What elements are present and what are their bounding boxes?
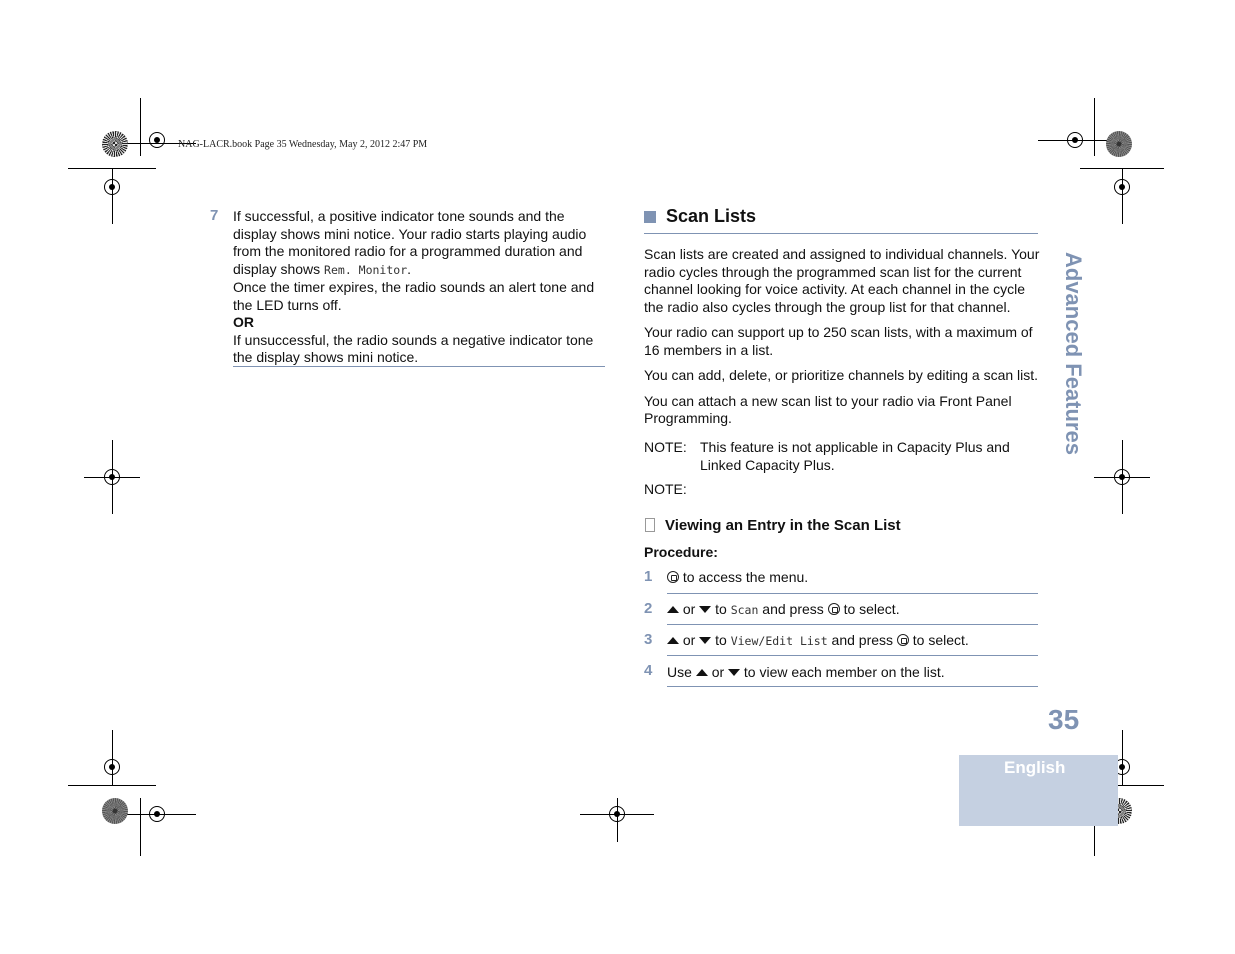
text-line: 16 members in a list.	[644, 341, 774, 358]
page-icon	[645, 518, 655, 532]
text-line: Programming.	[644, 410, 732, 426]
step-text: to	[715, 632, 727, 648]
text-line: the display shows mini notice.	[233, 349, 419, 365]
chapter-side-title: Advanced Features	[1061, 252, 1086, 455]
menu-ok-button-icon	[897, 634, 909, 646]
text-line: Your radio can support up to 250 scan lists, with a maximum of	[644, 324, 1033, 340]
up-arrow-icon	[667, 606, 679, 613]
step-text: or	[711, 664, 725, 680]
step-number: 7	[210, 207, 219, 224]
step-number: 2	[644, 600, 653, 617]
menu-ok-button-icon	[828, 603, 840, 615]
step-text: or	[682, 632, 696, 648]
note-text	[700, 439, 1040, 474]
text-line	[233, 261, 605, 280]
step-text: to	[715, 601, 727, 617]
down-arrow-icon	[728, 669, 740, 676]
book-header: NAG-LACR.book Page 35 Wednesday, May 2, 2012 2:47 PM	[178, 139, 428, 150]
language-label: English	[1004, 758, 1066, 777]
text-line: You can add, delete, or prioritize channels by editing a scan list.	[644, 367, 1039, 383]
menu-ok-button-icon	[667, 571, 679, 583]
divider	[233, 366, 605, 367]
text-line: the LED turns off.	[233, 296, 342, 313]
text-line: If successful, a positive indicator tone sounds and the	[233, 208, 565, 224]
note-label-2: NOTE:	[644, 481, 687, 497]
text-line: This feature is not applicable in Capacity Plus and	[700, 439, 1010, 455]
step-text: to access the menu.	[682, 569, 809, 585]
menu-item-text: Scan	[730, 603, 759, 617]
title-rule	[644, 233, 1038, 234]
step-text: to select.	[912, 632, 969, 648]
step-divider	[667, 624, 1038, 625]
step-divider	[667, 593, 1038, 594]
step-text: Use	[667, 664, 692, 680]
section-body	[644, 246, 1044, 428]
text-fragment: display shows	[233, 260, 321, 277]
down-arrow-icon	[699, 637, 711, 644]
down-arrow-icon	[699, 606, 711, 613]
step-text: or	[682, 601, 696, 617]
text-line: the radio also cycles through the group list for that channel.	[644, 298, 1011, 315]
text-line: from the monitored radio for a programmed duration and	[233, 243, 583, 259]
section-title: Scan Lists	[666, 206, 757, 226]
step-text: to view each member on the list.	[743, 664, 945, 680]
step-4-text	[667, 664, 945, 682]
step-3-text	[667, 632, 969, 651]
step-number: 4	[644, 662, 653, 679]
step-text: and press	[762, 601, 824, 617]
step-text: to select.	[843, 601, 900, 617]
step-text: and press	[831, 632, 894, 648]
step-number: 3	[644, 631, 653, 648]
subsection-title: Viewing an Entry in the Scan List	[665, 517, 901, 534]
step-divider	[667, 686, 1038, 687]
text-line: Linked Capacity Plus.	[700, 456, 835, 473]
display-text: Rem. Monitor	[324, 262, 408, 277]
text-line: channel looking for voice activity. At each channel in the cycle	[644, 281, 1026, 297]
text-line: Once the timer expires, the radio sounds an alert tone and	[233, 279, 595, 295]
section-bullet-icon	[644, 211, 656, 223]
page-number: 35	[1048, 704, 1080, 735]
step-divider	[667, 655, 1038, 656]
or-label: OR	[233, 314, 254, 330]
step-number: 1	[644, 568, 653, 585]
text-line: Scan lists are created and assigned to individual channels. Your	[644, 246, 1040, 262]
text-line: display shows mini notice. Your radio starts playing audio	[233, 225, 587, 242]
text-line: You can attach a new scan list to your radio via Front Panel	[644, 392, 1012, 409]
text-line: If unsuccessful, the radio sounds a negative indicator tone	[233, 331, 594, 348]
procedure-label: Procedure:	[644, 544, 718, 560]
menu-item-text: View/Edit List	[730, 634, 828, 648]
step-7-content	[233, 208, 605, 367]
up-arrow-icon	[667, 637, 679, 644]
note-label: NOTE:	[644, 439, 687, 455]
text-line: radio cycles through the programmed scan list for the current	[644, 263, 1022, 280]
step-1-text	[667, 569, 808, 587]
up-arrow-icon	[696, 669, 708, 676]
text-fragment: .	[407, 260, 412, 277]
step-2-text	[667, 601, 900, 620]
